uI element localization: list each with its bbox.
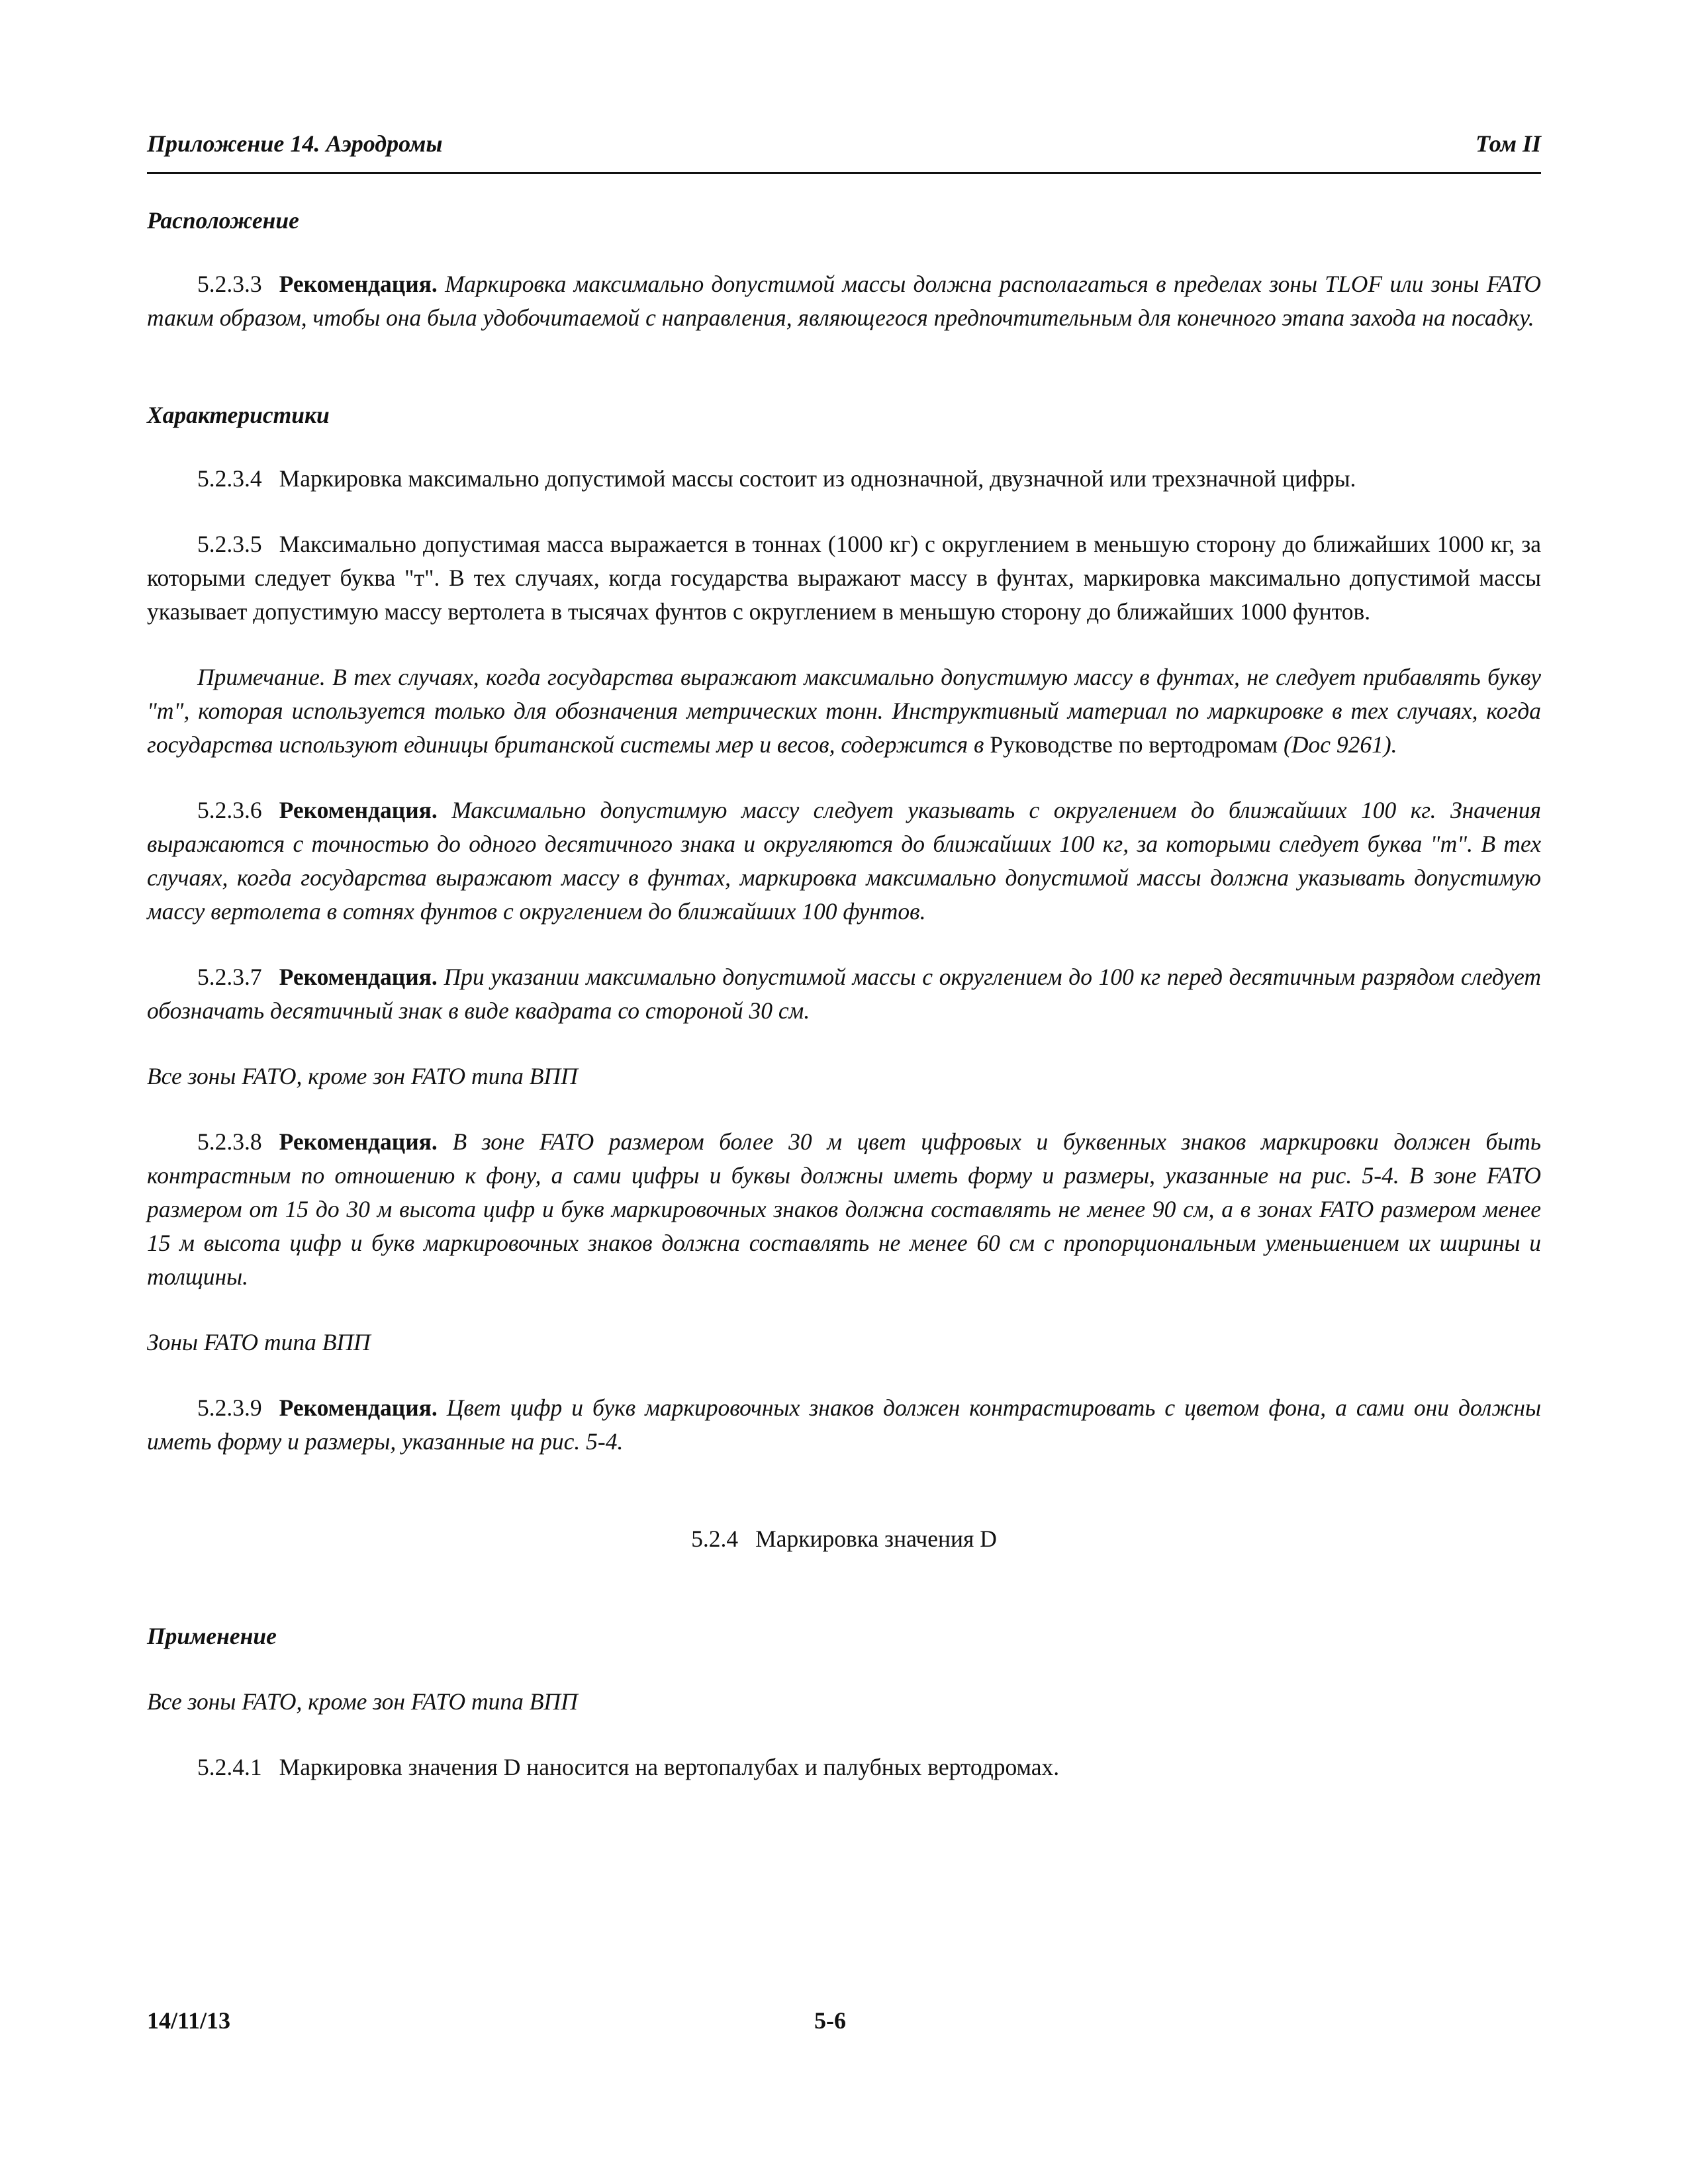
heading-runway-fato: Зоны FATO типа ВПП (147, 1329, 371, 1355)
paragraph-text: Цвет цифр и букв маркировочных знаков должен контрастировать с цветом фона, а сами они должны иметь форму и размеры, указанные на рис. 5-4. (147, 1394, 1542, 1455)
footer-date: 14/11/13 (147, 2007, 231, 2034)
note-text: Примечание. В тех случаях, когда государства выражают максимально допустимую массу в фунтах, не следует прибавлять букву "т", которая используется только для обозначения метрических тонн. Инструктивный материал по маркировке в тех случаях, когда государства используют единицы британской системы мер и весов, содержится в (147, 664, 1541, 758)
paragraph-5-2-3-8 (147, 1125, 1541, 1294)
heading-all-fato-2: Все зоны FATO, кроме зон FATO типа ВПП (147, 1688, 578, 1715)
paragraph-number: 5.2.3.9 (197, 1394, 262, 1421)
section-title: Маркировка значения D (755, 1525, 997, 1552)
paragraph-5-2-3-7 (147, 960, 1541, 1028)
header-volume: Том II (1476, 130, 1541, 157)
section-number: 5.2.4 (691, 1525, 739, 1552)
paragraph-text: В зоне FATO размером более 30 м цвет цифровых и буквенных знаков маркировки должен быть контрастным по отношению к фону, а сами цифры и буквы должны иметь форму и размеры, указанные на рис. 5-4. В зоне FATO размером от 15 до 30 м высота цифр и букв маркировочных знаков должна составлять не менее 90 см, а в зонах FATO размером менее 15 м высота цифр и букв маркировочных знаков должна составлять не менее 60 см с пропорциональным уменьшением их ширины и толщины. (147, 1128, 1542, 1290)
paragraph-number: 5.2.3.5 (197, 531, 262, 557)
paragraph-text: Максимально допустимую массу следует указывать с округлением до ближайших 100 кг. Значения выражаются с точностью до одного десятичного знака и округляются до ближайших 100 кг, за которыми следует буква "т". В тех случаях, когда государства выражают массу в фунтах, маркировка максимально допустимой массы должна указывать допустимую массу вертолета в сотнях фунтов с округлением до ближайших 100 фунтов. (147, 797, 1542, 925)
paragraph-5-2-3-5 (147, 527, 1541, 629)
heading-location: Расположение (147, 207, 299, 234)
paragraph-number: 5.2.4.1 (197, 1754, 262, 1780)
paragraph-number: 5.2.3.3 (197, 271, 262, 297)
paragraph-text: При указании максимально допустимой массы с округлением до 100 кг перед десятичным разрядом следует обозначать десятичный знак в виде квадрата со стороной 30 см. (147, 964, 1542, 1024)
recommendation-label: Рекомендация. (279, 1394, 438, 1421)
note-text-end: (Doc 9261). (1278, 731, 1397, 758)
paragraph-5-2-3-9 (147, 1391, 1541, 1459)
paragraph-number: 5.2.3.4 (197, 465, 262, 492)
heading-characteristics: Характеристики (147, 402, 330, 428)
page-header (147, 130, 1541, 174)
paragraph-number: 5.2.3.7 (197, 964, 262, 990)
paragraph-5-2-4-1 (147, 1751, 1541, 1784)
paragraph-text: Маркировка максимально допустимой массы состоит из однозначной, двузначной или трехзначной цифры. (279, 465, 1356, 492)
paragraph-5-2-3-6 (147, 794, 1541, 929)
recommendation-label: Рекомендация. (279, 797, 438, 823)
header-title: Приложение 14. Аэродромы (147, 130, 443, 157)
recommendation-label: Рекомендация. (279, 271, 438, 297)
paragraph-number: 5.2.3.6 (197, 797, 262, 823)
document-body (147, 199, 1541, 1784)
page-number: 5-6 (814, 2007, 846, 2034)
note-paragraph (147, 660, 1541, 762)
heading-all-fato: Все зоны FATO, кроме зон FATO типа ВПП (147, 1063, 578, 1089)
paragraph-number: 5.2.3.8 (197, 1128, 262, 1155)
paragraph-text: Маркировка максимально допустимой массы должна располагаться в пределах зоны TLOF или зоны FATO таким образом, чтобы она была удобочитаемой с направления, являющегося предпочтительным для конечного этапа захода на посадку. (147, 271, 1542, 331)
page-footer (147, 2007, 1541, 2040)
section-heading-5-2-4 (147, 1522, 1541, 1556)
paragraph-text: Максимально допустимая масса выражается в тоннах (1000 кг) с округлением в меньшую сторону до ближайших 1000 кг, за которыми следует буква "т". В тех случаях, когда государства выражают массу в фунтах, маркировка максимально допустимой массы указывает допустимую массу вертолета в тысячах фунтов с округлением в меньшую сторону до ближайших 1000 фунтов. (147, 531, 1541, 625)
note-reference: Руководстве по вертодромам (990, 731, 1278, 758)
recommendation-label: Рекомендация. (279, 964, 438, 990)
paragraph-5-2-3-3 (147, 267, 1541, 335)
paragraph-5-2-3-4 (147, 462, 1541, 496)
paragraph-text: Маркировка значения D наносится на вертопалубах и палубных вертодромах. (279, 1754, 1060, 1780)
recommendation-label: Рекомендация. (279, 1128, 438, 1155)
heading-application: Применение (147, 1623, 277, 1649)
